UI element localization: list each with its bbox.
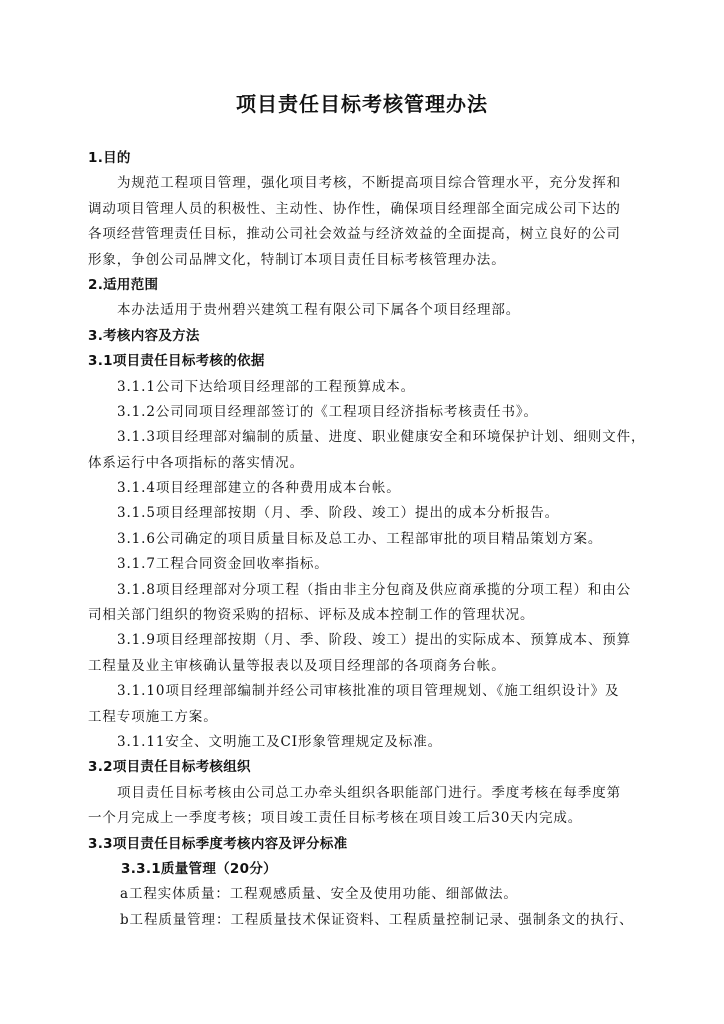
paragraph-continuation: 司相关部门组织的物资采购的招标、评标及成本控制工作的管理状况。 — [88, 607, 535, 624]
paragraph-line: 为规范工程项目管理，强化项目考核，不断提高项目综合管理水平，充分发挥和 — [117, 175, 621, 192]
document-body — [88, 146, 648, 933]
section-heading: 3.1项目责任目标考核的依据 — [88, 353, 265, 370]
list-item: b工程质量管理：工程质量技术保证资料、工程质量控制记录、强制条文的执行、 — [120, 911, 634, 928]
section-heading: 1.目的 — [88, 150, 131, 166]
paragraph-line: 3.1.1公司下达给项目经理部的工程预算成本。 — [117, 378, 416, 395]
paragraph-line: 3.1.6公司确定的项目质量目标及总工办、工程部审批的项目精品策划方案。 — [117, 530, 603, 547]
paragraph-continuation: 工程专项施工方案。 — [88, 708, 218, 725]
paragraph-continuation: 工程量及业主审核确认量等报表以及项目经理部的各项商务台帐。 — [88, 657, 506, 674]
section-heading: 2.适用范围 — [88, 276, 159, 293]
paragraph-line: 项目责任目标考核由公司总工办牵头组织各职能部门进行。季度考核在每季度第 — [117, 784, 621, 801]
subsection-heading: 3.3.1质量管理（20分） — [121, 860, 277, 877]
paragraph-line: 3.1.9项目经理部按期（月、季、阶段、竣工）提出的实际成本、预算成本、预算 — [117, 632, 632, 649]
section-heading: 3.3项目责任目标季度考核内容及评分标准 — [88, 835, 348, 852]
paragraph-line: 3.1.8项目经理部对分项工程（指由非主分包商及供应商承揽的分项工程）和由公 — [117, 581, 632, 598]
paragraph-line: 3.1.2公司同项目经理部签订的《工程项目经济指标考核责任书》。 — [117, 403, 538, 420]
paragraph-continuation: 体系运行中各项指标的落实情况。 — [88, 454, 304, 471]
paragraph-line: 3.1.10项目经理部编制并经公司审核批准的项目管理规划、《施工组织设计》及 — [117, 683, 620, 700]
document-title: 项目责任目标考核管理办法 — [236, 92, 488, 116]
paragraph-continuation: 形象，争创公司品牌文化，特制订本项目责任目标考核管理办法。 — [88, 251, 506, 268]
paragraph-line: 本办法适用于贵州碧兴建筑工程有限公司下属各个项目经理部。 — [117, 302, 521, 319]
paragraph-line: 3.1.7工程合同资金回收率指标。 — [117, 556, 329, 573]
paragraph-continuation: 一个月完成上一季度考核；项目竣工责任目标考核在项目竣工后30天内完成。 — [88, 810, 583, 827]
paragraph-continuation: 调动项目管理人员的积极性、主动性、协作性，确保项目经理部全面完成公司下达的 — [88, 200, 621, 217]
section-heading: 3.2项目责任目标考核组织 — [88, 759, 251, 776]
paragraph-line: 3.1.3项目经理部对编制的质量、进度、职业健康安全和环境保护计划、细则文件， — [117, 429, 646, 446]
paragraph-line: 3.1.11安全、文明施工及CI形象管理规定及标准。 — [117, 733, 443, 750]
paragraph-line: 3.1.5项目经理部按期（月、季、阶段、竣工）提出的成本分析报告。 — [117, 505, 560, 522]
paragraph-continuation: 各项经营管理责任目标，推动公司社会效益与经济效益的全面提高，树立良好的公司 — [88, 226, 621, 243]
paragraph-line: 3.1.4项目经理部建立的各种费用成本台帐。 — [117, 480, 401, 497]
list-item: a工程实体质量：工程观感质量、安全及使用功能、细部做法。 — [120, 886, 518, 903]
section-heading: 3.考核内容及方法 — [88, 327, 200, 344]
